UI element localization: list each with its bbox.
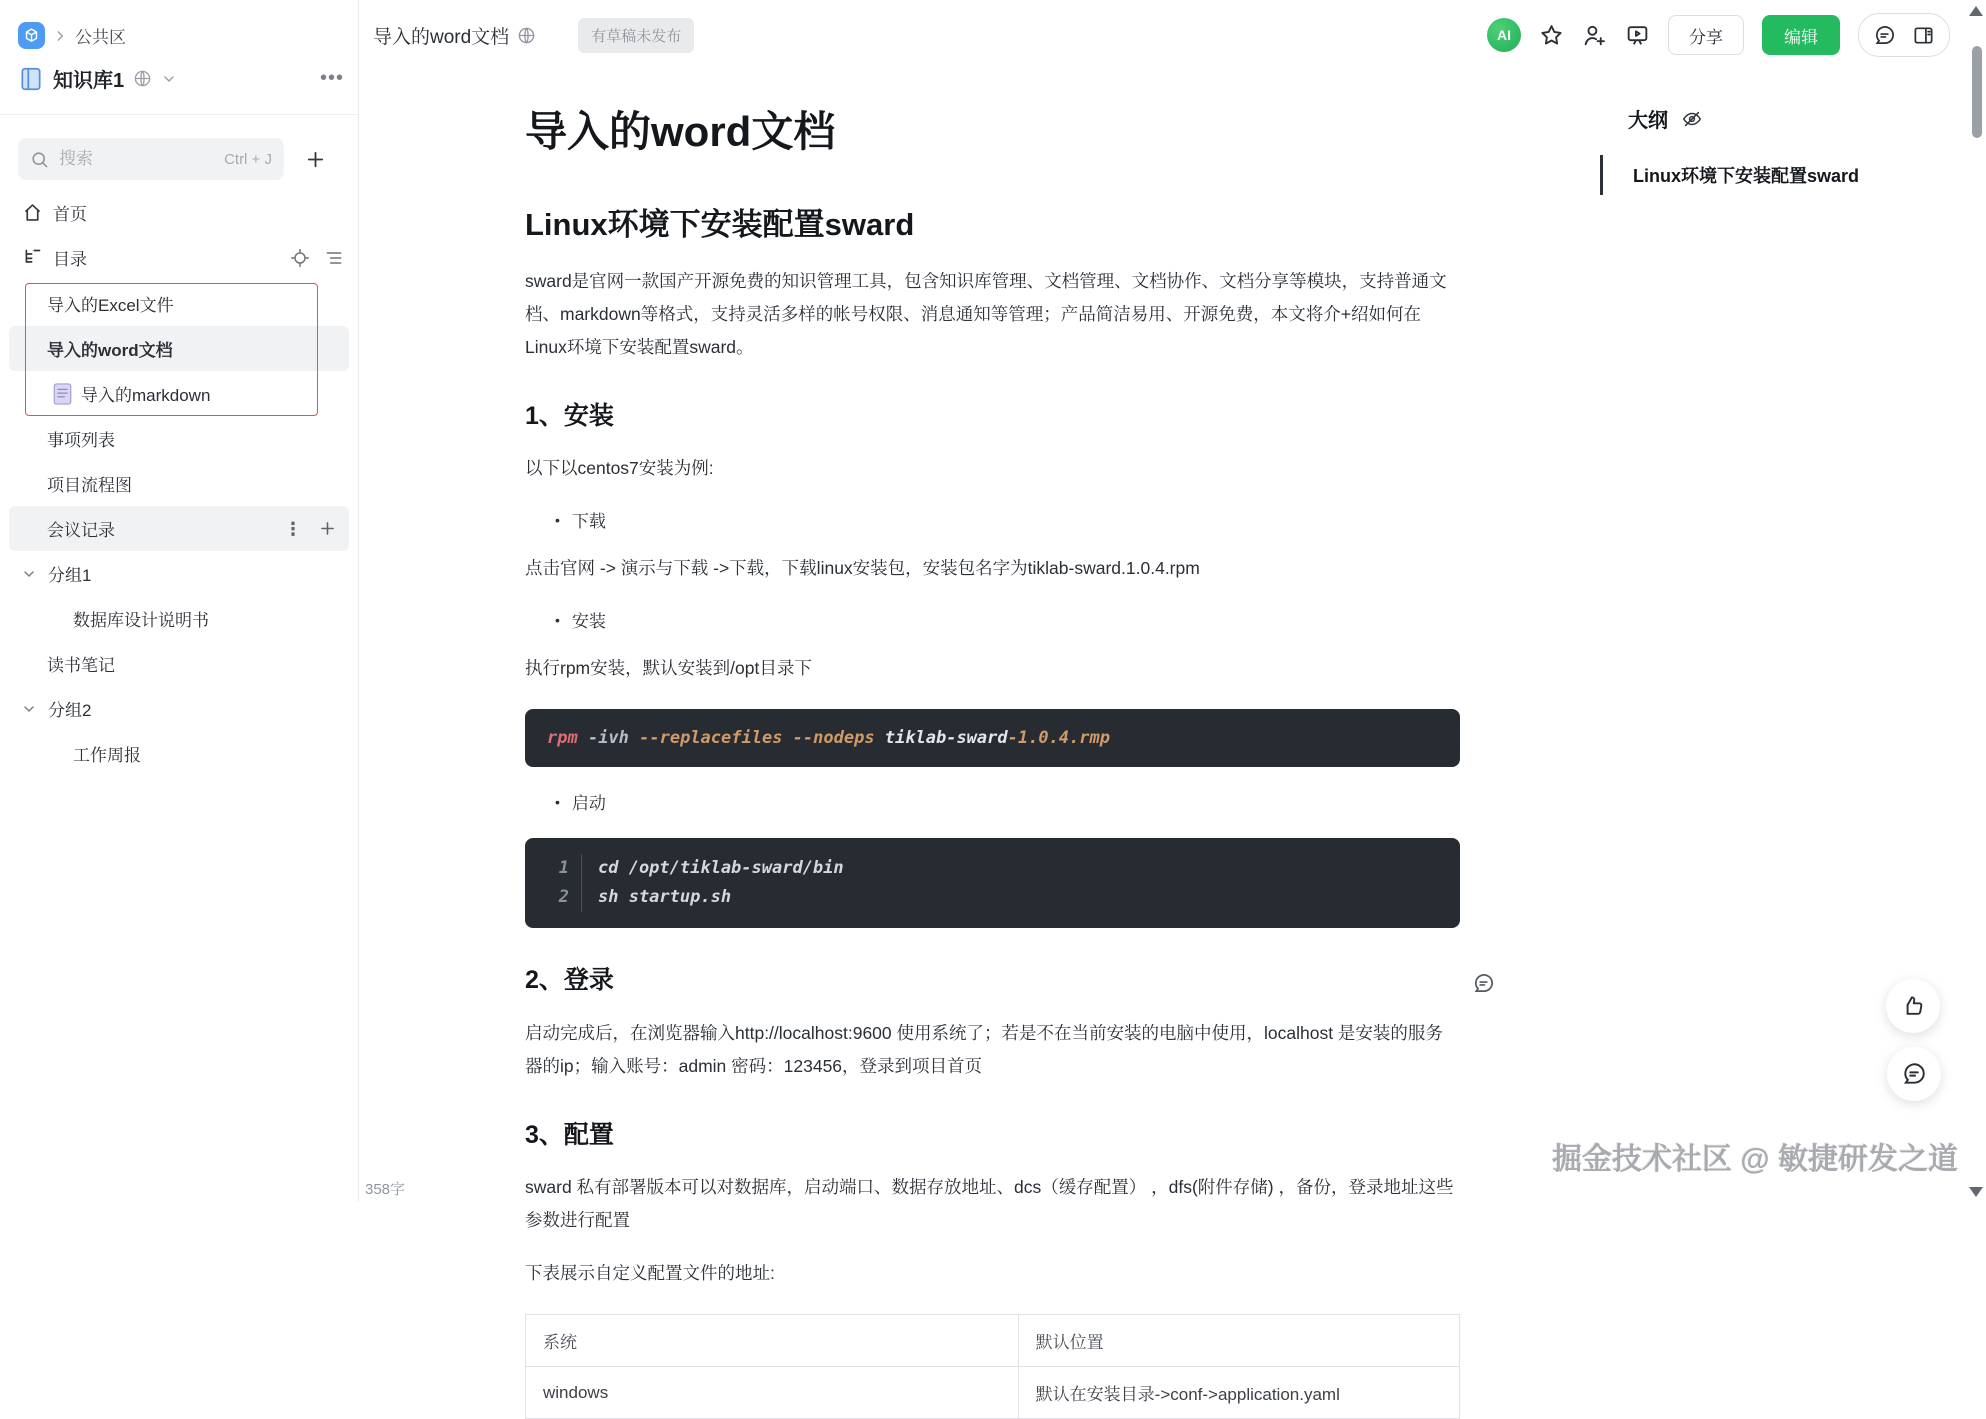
download-text: 点击官网 -> 演示与下载 ->下载，下载linux安装包，安装包名字为tiklab-sward.1.0.4.rpm <box>525 558 1200 579</box>
bullet-label: 安装 <box>571 612 606 632</box>
bullet-dot: • <box>555 793 560 810</box>
topbar <box>359 0 1986 70</box>
tree-item-excel[interactable] <box>9 281 349 326</box>
sidebar <box>0 0 359 1202</box>
outline-panel <box>1600 104 1970 195</box>
code-token: rpm <box>547 728 578 749</box>
outline-list-icon[interactable] <box>324 248 344 268</box>
login-text: 启动完成后，在浏览器输入http://localhost:9600 使用系统了；若是不在当前安装的电脑中使用，localhost 是安装的服务器的ip；输入账号：admin 密码：123456，登录到项目首页 <box>525 1022 1443 1076</box>
code-token: -ivh <box>577 728 629 749</box>
add-document-button[interactable] <box>298 142 332 176</box>
code-block-rpm[interactable] <box>525 709 1460 767</box>
table-header-cell: 系统 <box>526 1315 1019 1367</box>
code-block-startup[interactable] <box>525 838 1460 928</box>
tree-item-reading-notes[interactable] <box>9 641 349 686</box>
section-login-heading: 2、登录 <box>525 966 614 995</box>
search-icon <box>30 150 49 169</box>
code-text: cd /opt/tiklab-sward/bin <box>598 858 844 879</box>
more-options-icon[interactable]: ••• <box>319 67 344 89</box>
config-table <box>525 1314 1460 1419</box>
config-text: sward 私有部署版本可以对数据库，启动端口、数据存放地址、dcs（缓存配置） ，dfs(附件存储) ，备份，登录地址这些参数进行配置 <box>525 1177 1454 1231</box>
tree-item-label: 导入的word文档 <box>47 341 173 360</box>
table-header-row <box>526 1315 1460 1367</box>
item-more-icon[interactable]: ⋮ <box>284 518 302 539</box>
chevron-down-icon[interactable] <box>21 566 37 582</box>
tree-item-task-list[interactable] <box>9 416 349 461</box>
bullet-dot: • <box>555 511 560 528</box>
like-button[interactable] <box>1886 979 1940 1033</box>
thumbs-up-icon <box>1900 993 1926 1019</box>
item-add-icon[interactable] <box>318 519 337 538</box>
globe-icon <box>517 26 536 45</box>
code-token: -1.0.4.rmp <box>1007 728 1110 749</box>
doc-title: 导入的word文档 <box>525 108 836 155</box>
table-row <box>526 1367 1460 1419</box>
comment-icon <box>1901 1061 1927 1087</box>
comments-icon[interactable] <box>1873 24 1896 47</box>
tree-item-label: 工作周报 <box>73 746 141 765</box>
tree-item-db-design[interactable] <box>9 596 349 641</box>
tree-group-1[interactable] <box>9 551 349 596</box>
line-number: 1 <box>525 854 582 883</box>
doc-heading: Linux环境下安装配置sward <box>525 206 915 242</box>
outline-item[interactable] <box>1600 155 1970 195</box>
bullet-label: 启动 <box>571 794 606 814</box>
workspace-logo-icon[interactable] <box>18 22 45 49</box>
search-box[interactable] <box>18 138 284 180</box>
scrollbar-up-arrow[interactable] <box>1969 6 1983 16</box>
knowledge-base-icon <box>18 66 44 92</box>
install-lead: 以下以centos7安装为例: <box>525 458 714 479</box>
code-line <box>525 883 1460 912</box>
ai-assistant-button[interactable]: AI <box>1487 18 1521 52</box>
chevron-down-icon[interactable] <box>161 71 177 87</box>
tree-item-word-doc[interactable] <box>9 326 349 371</box>
library-title[interactable]: 知识库1 <box>53 70 125 92</box>
tree-item-label: 导入的markdown <box>81 386 211 405</box>
presentation-icon[interactable] <box>1625 23 1650 48</box>
word-count: 358字 <box>365 1181 406 1198</box>
document-tree <box>0 281 358 776</box>
search-shortcut: Ctrl + J <box>224 150 272 168</box>
table-cell: windows <box>526 1367 1019 1419</box>
tree-item-label: 会议记录 <box>47 521 115 540</box>
tree-item-label: 项目流程图 <box>47 476 132 495</box>
document-editor[interactable] <box>525 70 1460 1419</box>
sidebar-item-directory[interactable] <box>0 235 358 280</box>
eye-off-icon[interactable] <box>1681 108 1703 130</box>
tree-item-label: 数据库设计说明书 <box>73 611 209 630</box>
share-button[interactable]: 分享 <box>1668 15 1744 55</box>
outline-item-label: Linux环境下安装配置sward <box>1633 166 1860 186</box>
code-text: sh startup.sh <box>598 887 732 908</box>
document-icon <box>53 383 72 405</box>
tree-group-label: 分组1 <box>48 566 92 585</box>
edit-button[interactable]: 编辑 <box>1762 15 1840 55</box>
table-cell: 默认在安装目录->conf->application.yaml <box>1018 1367 1459 1419</box>
code-token: --replacefiles <box>628 728 783 749</box>
bullet-item <box>555 507 1460 532</box>
locate-icon[interactable] <box>290 248 310 268</box>
directory-tree-icon <box>22 247 43 268</box>
tree-item-weekly-report[interactable] <box>9 731 349 776</box>
config-lead: 下表展示自定义配置文件的地址: <box>525 1263 775 1284</box>
tree-item-markdown[interactable] <box>9 371 349 416</box>
nav-home-label: 首页 <box>53 205 87 224</box>
view-toggle-group <box>1858 13 1950 57</box>
line-number: 2 <box>525 883 582 912</box>
bullet-dot: • <box>555 611 560 628</box>
table-header-cell: 默认位置 <box>1018 1315 1459 1367</box>
section-config-heading: 3、配置 <box>525 1120 614 1149</box>
tree-item-label: 事项列表 <box>47 431 115 450</box>
bullet-label: 下载 <box>571 512 606 532</box>
home-icon <box>22 202 43 223</box>
search-input[interactable] <box>57 148 216 170</box>
watermark: 掘金技术社区 @ 敏捷研发之道 <box>1552 1143 1958 1176</box>
add-member-icon[interactable] <box>1582 23 1607 48</box>
nav-directory-label: 目录 <box>53 250 87 269</box>
sidebar-item-home[interactable] <box>0 190 358 235</box>
outline-active-indicator <box>1600 155 1603 195</box>
sidebar-layout-icon[interactable] <box>1912 24 1935 47</box>
code-token: tiklab-sward <box>874 728 1008 749</box>
comment-anchor-icon[interactable] <box>1472 972 1495 995</box>
library-header <box>18 64 344 93</box>
workspace-breadcrumb[interactable] <box>18 22 126 49</box>
breadcrumb[interactable]: 公共区 <box>75 28 126 47</box>
draft-status-badge: 有草稿未发布 <box>578 18 694 53</box>
chevron-right-icon <box>53 29 67 43</box>
chevron-down-icon[interactable] <box>21 701 37 717</box>
tree-group-label: 分组2 <box>48 701 92 720</box>
code-token: --nodeps <box>782 728 875 749</box>
tree-group-2[interactable] <box>9 686 349 731</box>
tree-item-label: 导入的Excel文件 <box>47 296 174 315</box>
star-icon[interactable] <box>1539 23 1564 48</box>
install-text: 执行rpm安装，默认安装到/opt目录下 <box>525 658 812 679</box>
scrollbar-thumb[interactable] <box>1972 46 1982 138</box>
bullet-item <box>555 607 1460 632</box>
tree-item-label: 读书笔记 <box>47 656 115 675</box>
topbar-doc-title: 导入的word文档 <box>373 26 510 48</box>
section-install-heading: 1、安装 <box>525 401 614 430</box>
tree-item-meeting-notes[interactable] <box>9 506 349 551</box>
scrollbar-down-arrow[interactable] <box>1969 1187 1983 1197</box>
comments-button[interactable] <box>1887 1047 1941 1101</box>
code-line <box>525 854 1460 883</box>
tree-item-flowchart[interactable] <box>9 461 349 506</box>
sidebar-divider <box>0 114 358 115</box>
doc-intro: sward是官网一款国产开源免费的知识管理工具，包含知识库管理、文档管理、文档协作、文档分享等模块，支持普通文档、markdown等格式，支持灵活多样的帐号权限、消息通知等管理；产品简洁易用、开源免费，本文将介+绍如何在Linux环境下安装配置sward。 <box>525 270 1447 357</box>
bullet-item <box>555 789 1460 814</box>
globe-icon <box>133 69 152 88</box>
outline-title: 大纲 <box>1628 110 1668 132</box>
